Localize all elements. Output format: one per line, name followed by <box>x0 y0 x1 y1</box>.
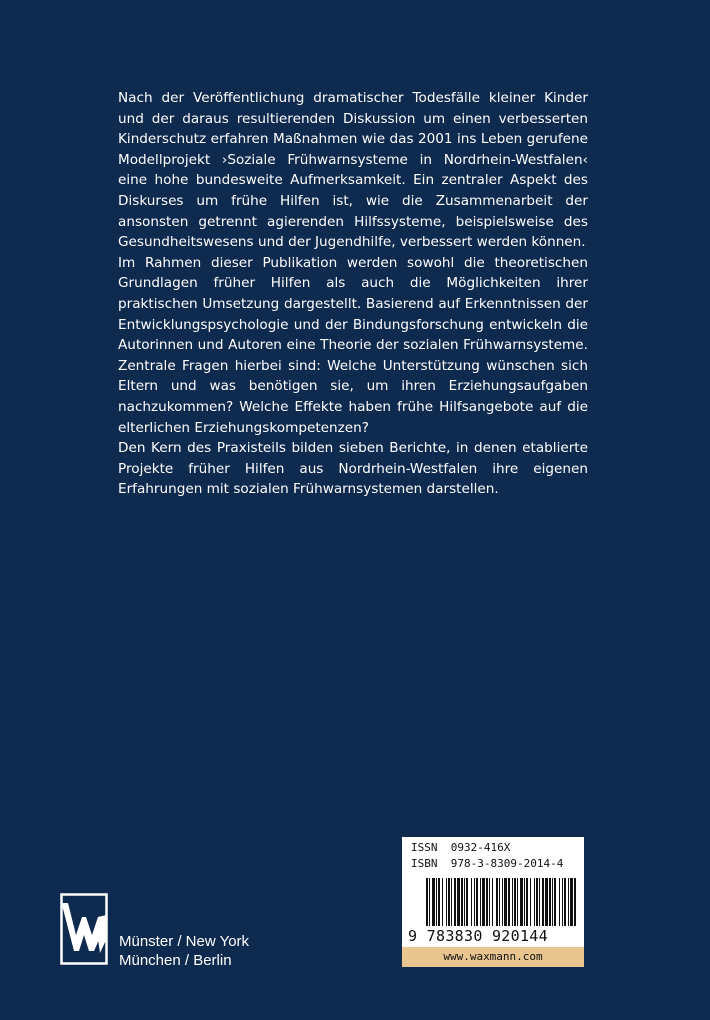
blurb-paragraph-2: Im Rahmen dieser Publikation werden sowohl die theoretischen Grundlagen früher Hilfen als auch die Möglichkeiten ihrer praktischen Umsetzung dargestellt. Basierend auf Erkenntnissen der Entwicklungspsychologie und der Bindungsforschung entwickeln die Autorinnen und Autoren eine Theorie der sozialen Frühwarnsysteme. Zentrale Fragen hierbei sind: Welche Unterstützung wünschen sich Eltern und was benötigen sie, um ihren Erziehungsaufgaben nachzukommen? Welche Effekte haben frühe Hilfsangebote auf die elterlichen Erziehungskompetenzen? <box>118 254 588 436</box>
issn-label: ISSN 0932-416X <box>411 841 511 854</box>
blurb-text <box>118 88 588 500</box>
barcode-number: 9 783830 920144 <box>408 927 548 945</box>
waxmann-w-logo-icon <box>60 893 108 965</box>
publisher-url[interactable]: www.waxmann.com <box>402 947 584 967</box>
publisher-location-line-2: München / Berlin <box>119 952 232 969</box>
blurb-paragraph-1: Nach der Veröffentlichung dramatischer Todesfälle kleiner Kinder und der daraus resultierenden Diskussion um einen verbesserten Kinderschutz erfahren Maßnahmen wie das 2001 ins Leben gerufene Modellprojekt ›Soziale Frühwarnsysteme in Nordrhein-Westfalen‹ eine hohe bundesweite Aufmerksamkeit. Ein zentraler Aspekt des Diskurses um frühe Hilfen ist, wie die Zusammenarbeit der ansonsten getrennt agierenden Hilfssysteme, beispielsweise des Gesundheitswesens und der Jugendhilfe, verbessert werden können. <box>118 90 588 251</box>
publisher-location-line-1: Münster / New York <box>119 933 250 950</box>
blurb-paragraph-3: Den Kern des Praxisteils bilden sieben Berichte, in denen etablierte Projekte früher Hilfen aus Nordrhein-Westfalen ihre eigenen Erfahrungen mit sozialen Frühwarnsystemen darstellen. <box>118 440 588 498</box>
barcode-icon <box>426 878 576 926</box>
isbn-label: ISBN 978-3-8309-2014-4 <box>411 857 564 870</box>
isbn-barcode-box <box>402 837 584 967</box>
